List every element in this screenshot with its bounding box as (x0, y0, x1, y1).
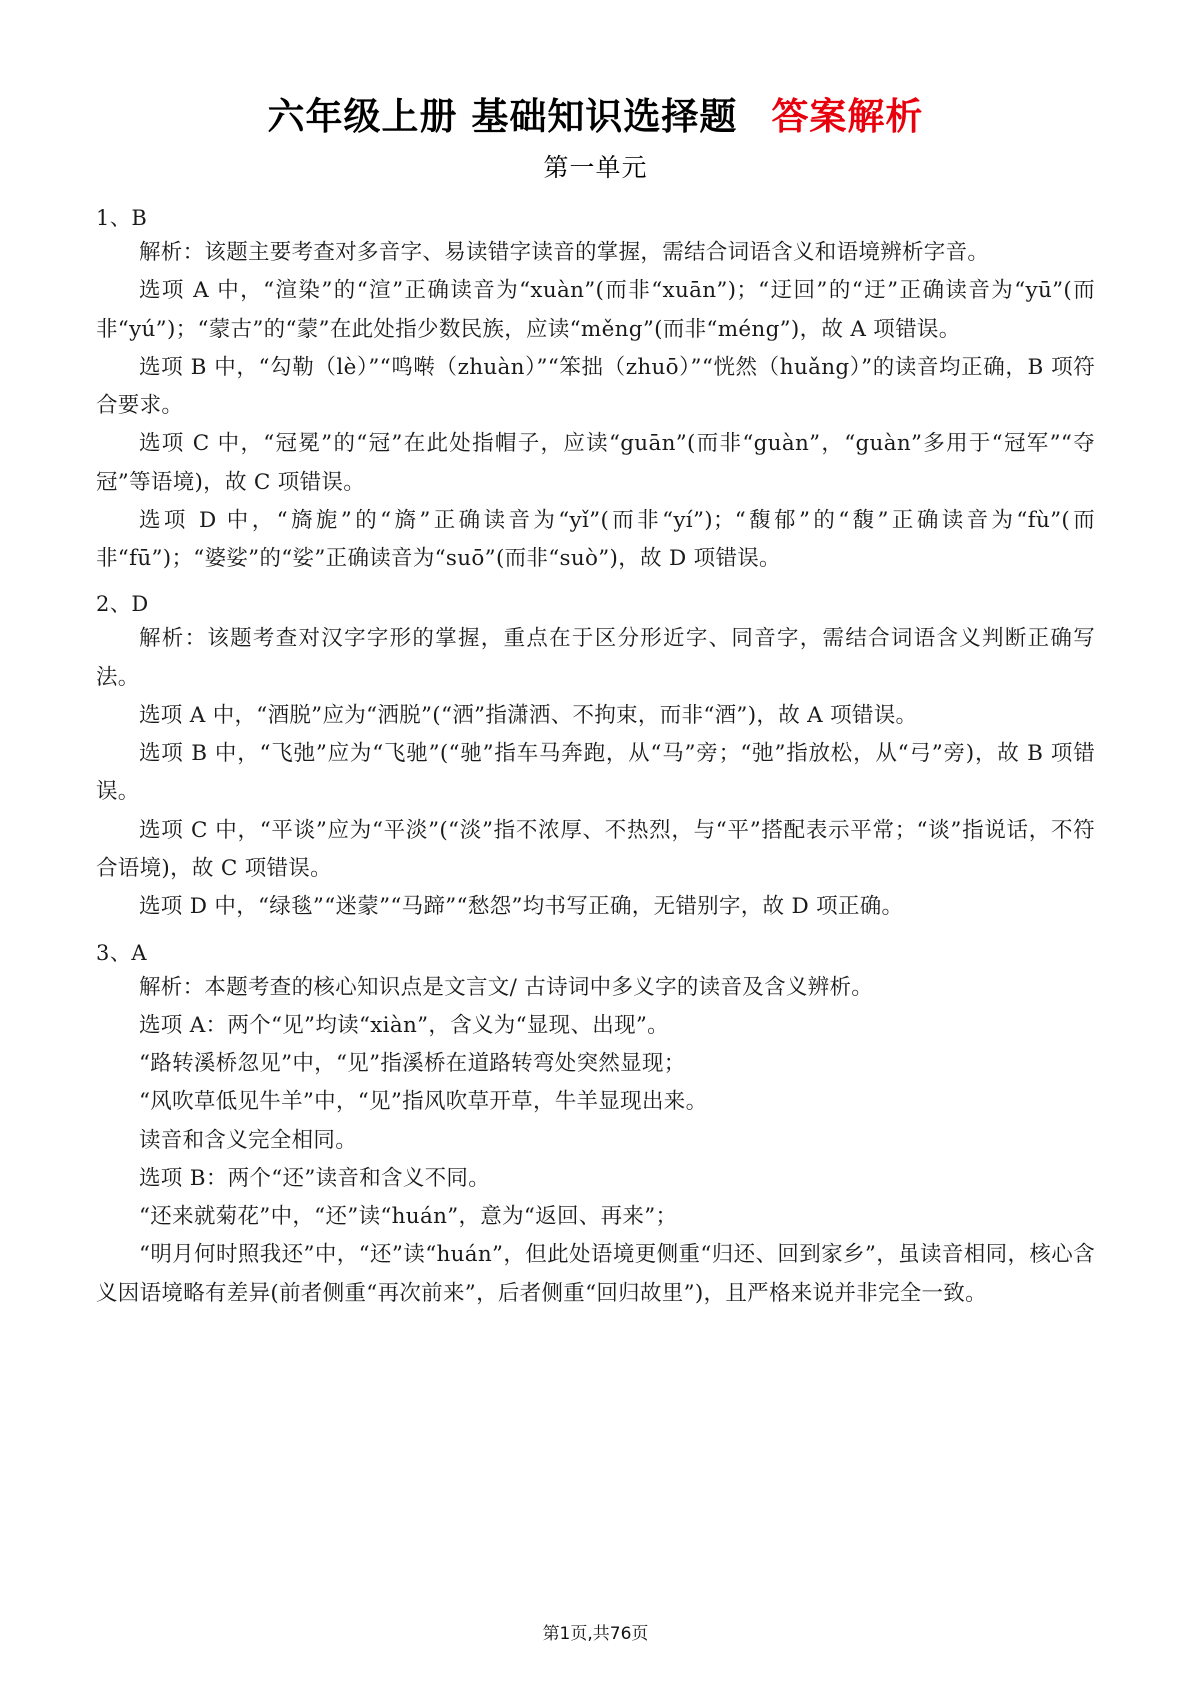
page-footer: 第1页,共76页 (542, 1624, 649, 1644)
explanation-paragraph: 解析：本题考查的核心知识点是文言文/ 古诗词中多义字的读音及含义辨析。 (139, 974, 874, 1000)
answer-item (96, 937, 1095, 1313)
explanation-paragraph: 选项 C 中，“冠冕”的“冠”在此处指帽子，应读“guān”(而非“guàn”，“guàn”多用于“冠军”“夺冠”等语境)，故 C 项错误。 (96, 431, 1095, 495)
explanation-paragraph: 选项 B 中，“勾勒（lè）”“鸣啭（zhuàn）”“笨拙（zhuō）”“恍然（huǎng）”的读音均正确，B 项符合要求。 (96, 354, 1095, 419)
explanation-paragraph: “路转溪桥忽见”中，“见”指溪桥在道路转弯处突然显现； (139, 1051, 686, 1077)
question-number: 2、D (96, 592, 149, 617)
explanation-paragraph: 选项 D 中，“绿毯”“迷蒙”“马蹄”“愁怨”均书写正确，无错别字，故 D 项正确。 (139, 894, 904, 920)
explanation-paragraph: 选项 C 中，“平谈”应为“平淡”(“淡”指不浓厚、不热烈，与“平”搭配表示平常；“谈”指说话，不符合语境)，故 C 项错误。 (96, 817, 1095, 881)
explanation-paragraph: 解析：该题考查对汉字字形的掌握，重点在于区分形近字、同音字，需结合词语含义判断正确写法。 (96, 626, 1095, 690)
explanation-paragraph: 选项 A 中，“渲染”的“渲”正确读音为“xuàn”(而非“xuān”)；“迂回”的“迂”正确读音为“yū”(而非“yú”)；“蒙古”的“蒙”在此处指少数民族，应读“měng”(而非“méng”)，故 A 项错误。 (96, 278, 1095, 342)
answer-item (96, 588, 1095, 926)
explanation-paragraph: 选项 B：两个“还”读音和含义不同。 (139, 1165, 491, 1191)
explanation-paragraph: 选项 B 中，“飞弛”应为“飞驰”(“驰”指车马奔跑，从“马”旁；“弛”指放松，从“弓”旁)，故 B 项错误。 (96, 741, 1095, 805)
page-title (96, 86, 1095, 140)
question-number: 1、B (96, 206, 148, 230)
explanation-paragraph: 读音和含义完全相同。 (139, 1127, 358, 1153)
title-main-text: 六年级上册 基础知识选择题 (267, 94, 738, 138)
answer-item (96, 202, 1095, 578)
explanation-paragraph: 选项 A：两个“见”均读“xiàn”，含义为“显现、出现”。 (139, 1012, 669, 1038)
explanation-paragraph: “明月何时照我还”中，“还”读“huán”，但此处语境更侧重“归还、回到家乡”，虽读音相同，核心含义因语境略有差异(前者侧重“再次前来”，后者侧重“回归故里”)，且严格来说并非完全一致。 (96, 1242, 1095, 1306)
title-accent-text: 答案解析 (771, 94, 924, 138)
explanation-paragraph: 选项 D 中，“旖旎”的“旖”正确读音为“yǐ”(而非“yí”)；“馥郁”的“馥”正确读音为“fù”(而非“fū”)；“婆娑”的“娑”正确读音为“suō”(而非“suò”)，故 D 项错误。 (96, 507, 1095, 572)
explanation-paragraph: “还来就菊花”中，“还”读“huán”，意为“返回、再来”； (139, 1204, 678, 1230)
section-subtitle: 第一单元 (543, 153, 648, 182)
explanation-paragraph: 解析：该题主要考查对多音字、易读错字读音的掌握，需结合词语含义和语境辨析字音。 (139, 240, 990, 265)
explanation-paragraph: 选项 A 中，“酒脱”应为“洒脱”(“洒”指潇洒、不拘束，而非“酒”)，故 A 项错误。 (139, 702, 918, 728)
explanation-paragraph: “风吹草低见牛羊”中，“见”指风吹草开草，牛羊显现出来。 (139, 1089, 708, 1115)
question-number: 3、A (96, 940, 148, 965)
